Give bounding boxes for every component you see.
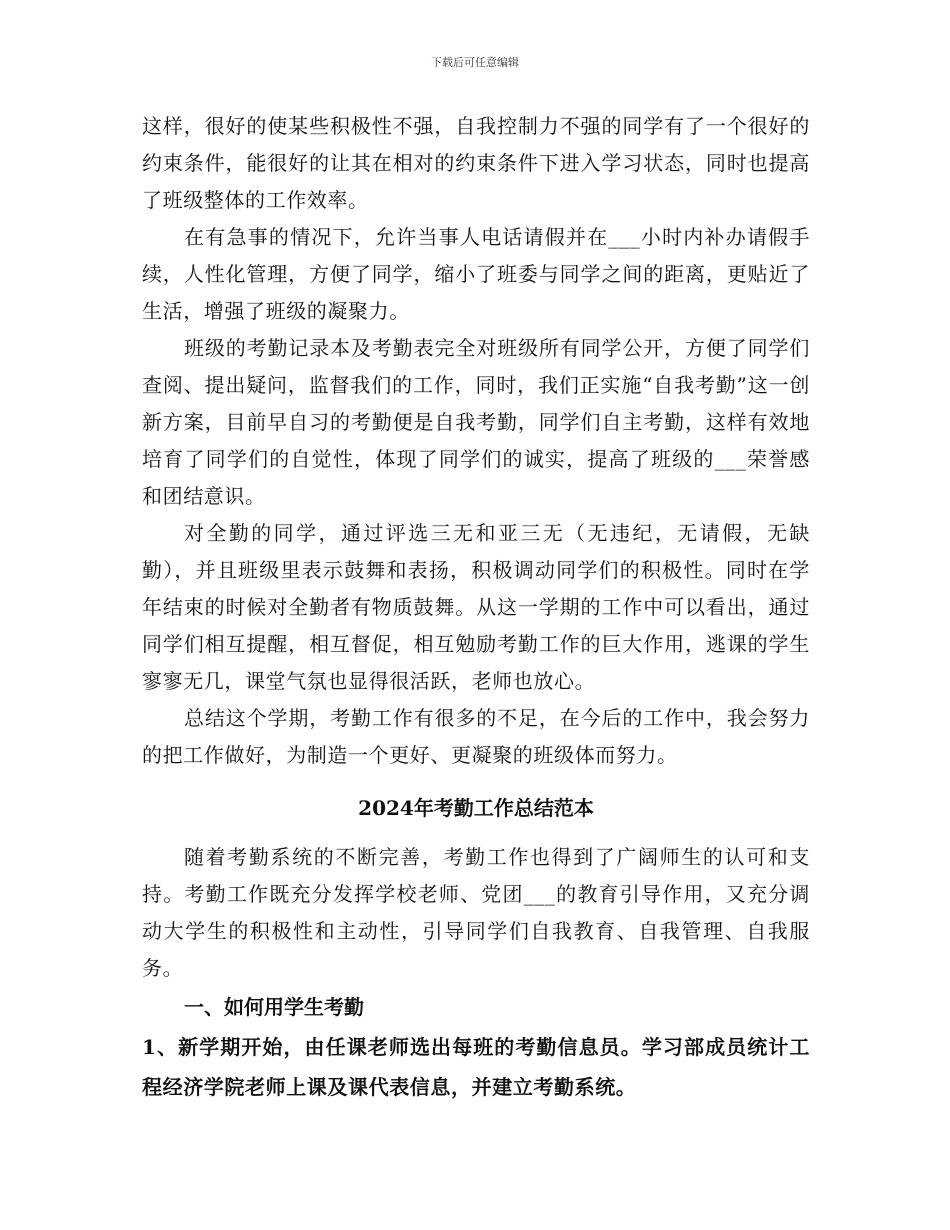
paragraph-intro: 随着考勤系统的不断完善，考勤工作也得到了广阔师生的认可和支持。考勤工作既充分发挥学校老师、党团___的教育引导作用，又充分调动大学生的积极性和主动性，引导同学们自我教育、自我管理、自我服务。 bbox=[142, 845, 810, 980]
list-item-1: 1、新学期开始，由任课老师选出每班的考勤信息员。学习部成员统计工程经济学院老师上课及课代表信息，并建立考勤系统。 bbox=[142, 1035, 810, 1099]
document-body bbox=[142, 108, 810, 1107]
heading-how-to-use: 一、如何用学生考勤 bbox=[184, 995, 364, 1019]
paragraph-summary: 总结这个学期，考勤工作有很多的不足，在今后的工作中，我会努力的把工作做好，为制造一个更好、更凝聚的班级体而努力。 bbox=[142, 706, 810, 767]
paragraph-full-attendance: 对全勤的同学，通过评选三无和亚三无（无违纪，无请假，无缺勤），并且班级里表示鼓舞和表扬，积极调动同学们的积极性。同时在学年结束的时候对全勤者有物质鼓舞。从这一学期的工作中可以看出，通过同学们相互提醒，相互督促，相互勉励考勤工作的巨大作用，逃课的学生寥寥无几，课堂气氛也显得很活跃，老师也放心。 bbox=[142, 521, 810, 693]
page-header: 下载后可任意编辑 bbox=[431, 56, 519, 69]
paragraph-continuation: 这样，很好的使某些积极性不强，自我控制力不强的同学有了一个很好的约束条件，能很好的让其在相对的约束条件下进入学习状态，同时也提高了班级整体的工作效率。 bbox=[142, 114, 810, 212]
section-title: 2024年考勤工作总结范本 bbox=[358, 796, 594, 820]
paragraph-attendance-record: 班级的考勤记录本及考勤表完全对班级所有同学公开，方便了同学们查阅、提出疑问，监督我们的工作，同时，我们正实施“自我考勤”这一创新方案，目前早自习的考勤便是自我考勤，同学们自主考勤，这样有效地培育了同学们的自觉性，体现了同学们的诚实，提高了班级的___荣誉感和团结意识。 bbox=[142, 336, 810, 508]
paragraph-leave-policy: 在有急事的情况下，允许当事人电话请假并在___小时内补办请假手续，人性化管理，方便了同学，缩小了班委与同学之间的距离，更贴近了生活，增强了班级的凝聚力。 bbox=[142, 225, 810, 323]
